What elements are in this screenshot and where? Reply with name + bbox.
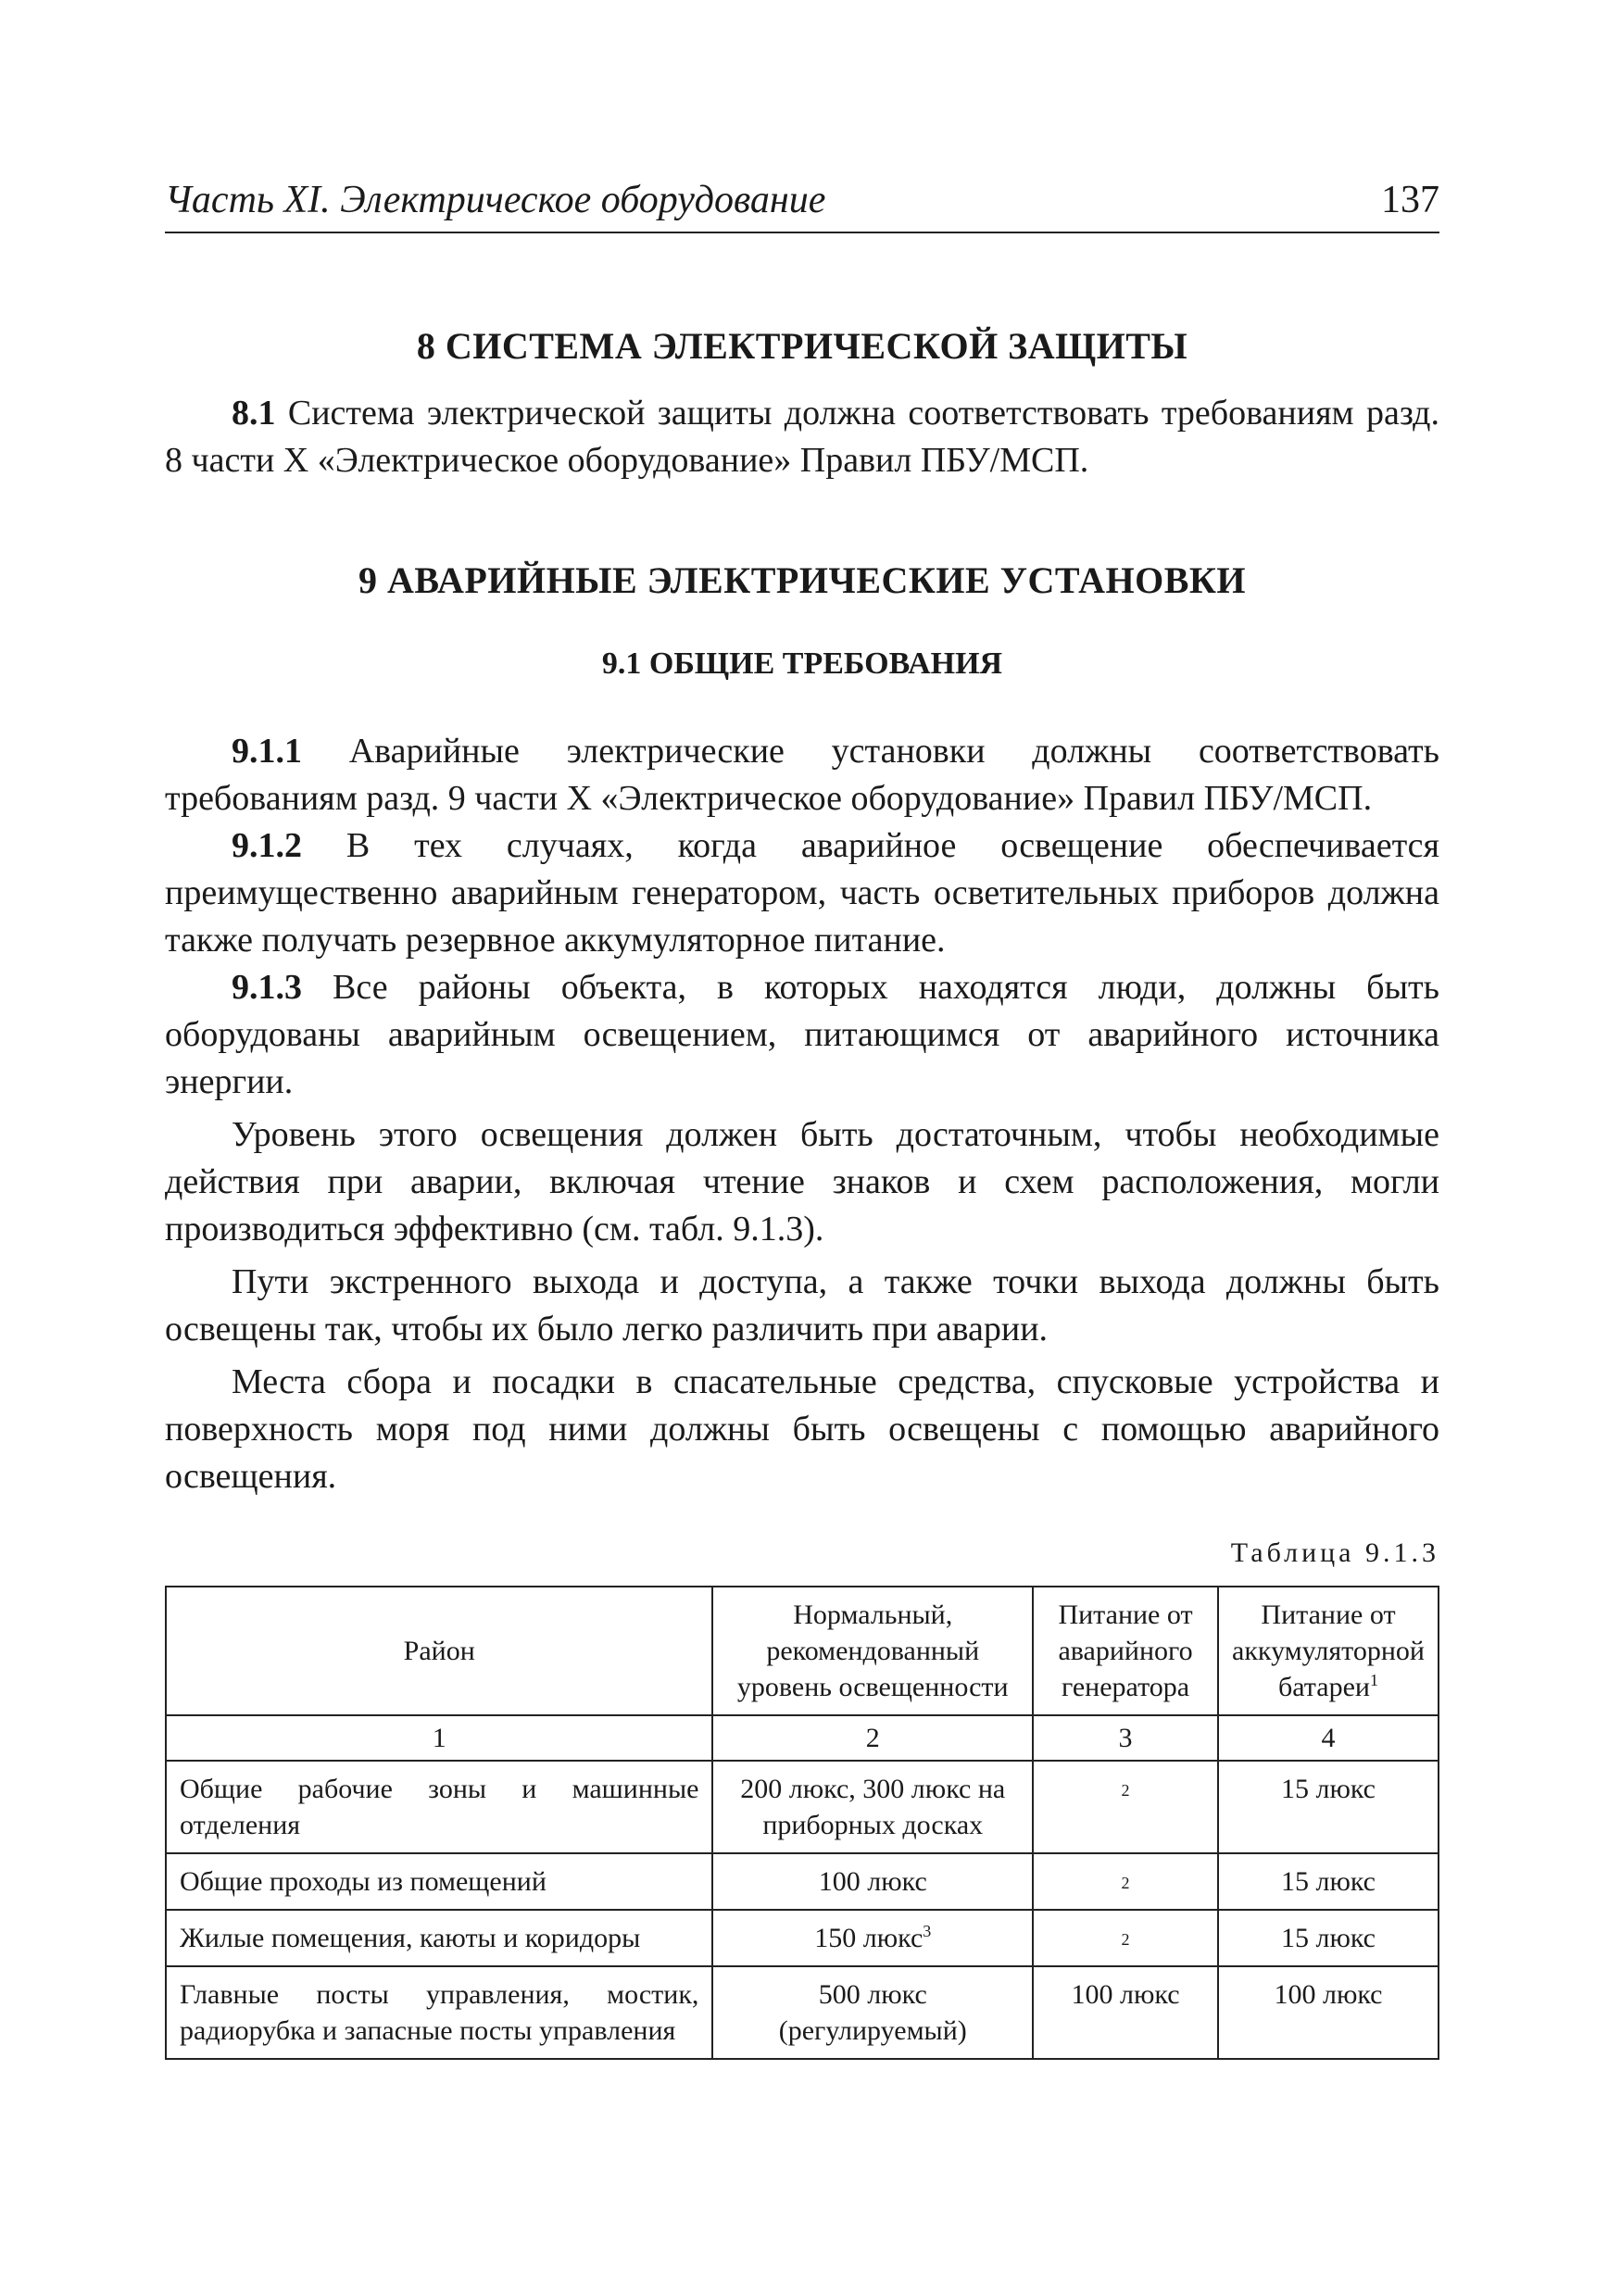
footnote-mark: 2 bbox=[1121, 1781, 1130, 1800]
paragraph-text: Аварийные электрические установки должны соответствовать требованиям разд. 9 части X «Электрическое оборудование» Правил ПБУ/МСП. bbox=[165, 732, 1439, 818]
table-header-row bbox=[166, 1587, 1439, 1715]
cell-area: Жилые помещения, каюты и коридоры bbox=[166, 1910, 712, 1966]
footnote-mark: 2 bbox=[1121, 1874, 1130, 1892]
table-row bbox=[166, 1761, 1439, 1853]
paragraph-muster-stations: Места сбора и посадки в спасательные средства, спусковые устройства и поверхность моря под ними должны быть освещены с помощью аварийного освещения. bbox=[165, 1362, 1439, 1496]
main-content bbox=[165, 324, 1439, 1500]
header-area: Район bbox=[166, 1587, 712, 1715]
col-number: 4 bbox=[1218, 1715, 1439, 1761]
header-title: Часть XI. Электрическое оборудование bbox=[165, 179, 826, 221]
header-normal-level: Нормальный, рекомендованный уровень освещенности bbox=[712, 1587, 1033, 1715]
paragraph-lighting-level: Уровень этого освещения должен быть достаточным, чтобы необходимые действия при аварии, включая чтение знаков и схем расположения, могли производиться эффективно (см. табл. 9.1.3). bbox=[165, 1115, 1439, 1248]
col-number: 2 bbox=[712, 1715, 1033, 1761]
table-row bbox=[166, 1966, 1439, 2059]
cell-battery: 15 люкс bbox=[1218, 1910, 1439, 1966]
paragraph-9-1-2 bbox=[165, 822, 1439, 964]
table-row bbox=[166, 1853, 1439, 1910]
cell-area: Общие рабочие зоны и машинные отделения bbox=[166, 1761, 712, 1853]
cell-generator: 100 люкс bbox=[1033, 1966, 1218, 2059]
section-8-title: 8 СИСТЕМА ЭЛЕКТРИЧЕСКОЙ ЗАЩИТЫ bbox=[416, 325, 1188, 367]
footnote-mark: 3 bbox=[923, 1922, 932, 1940]
table-row bbox=[166, 1910, 1439, 1966]
cell-generator bbox=[1033, 1761, 1218, 1853]
header-battery bbox=[1218, 1587, 1439, 1715]
cell-normal-text: 150 люкс bbox=[814, 1923, 924, 1953]
col-number: 3 bbox=[1033, 1715, 1218, 1761]
table-caption: Таблица 9.1.3 bbox=[1230, 1537, 1439, 1568]
header-battery-text: Питание от аккумуляторной батареи bbox=[1232, 1600, 1425, 1702]
cell-generator bbox=[1033, 1910, 1218, 1966]
paragraph-9-1-1 bbox=[165, 728, 1439, 822]
cell-normal bbox=[712, 1910, 1033, 1966]
lighting-table bbox=[165, 1586, 1439, 2060]
cell-battery: 15 люкс bbox=[1218, 1761, 1439, 1853]
col-number: 1 bbox=[166, 1715, 712, 1761]
paragraph-number: 9.1.2 bbox=[232, 826, 302, 865]
running-header bbox=[165, 170, 1439, 233]
cell-normal: 100 люкс bbox=[712, 1853, 1033, 1910]
header-generator: Питание от аварийного генератора bbox=[1033, 1587, 1218, 1715]
paragraph-9-1-3 bbox=[165, 964, 1439, 1106]
footnote-mark: 2 bbox=[1121, 1930, 1130, 1949]
section-9-title: 9 АВАРИЙНЫЕ ЭЛЕКТРИЧЕСКИЕ УСТАНОВКИ bbox=[358, 559, 1247, 601]
paragraph-escape-paths: Пути экстренного выхода и доступа, а также точки выхода должны быть освещены так, чтобы их было легко различить при аварии. bbox=[165, 1262, 1439, 1349]
paragraph-text: В тех случаях, когда аварийное освещение обеспечивается преимущественно аварийным генератором, часть осветительных приборов должна также получать резервное аккумуляторное питание. bbox=[165, 826, 1439, 960]
paragraph-8-1 bbox=[165, 390, 1439, 484]
paragraph-number: 9.1.1 bbox=[232, 732, 302, 771]
cell-normal: 200 люкс, 300 люкс на приборных досках bbox=[712, 1761, 1033, 1853]
cell-battery: 15 люкс bbox=[1218, 1853, 1439, 1910]
cell-area: Главные посты управления, мостик, радиорубка и запасные посты управления bbox=[166, 1966, 712, 2059]
subsection-9-1-title: 9.1 ОБЩИЕ ТРЕБОВАНИЯ bbox=[601, 646, 1003, 681]
paragraph-number: 8.1 bbox=[232, 394, 276, 433]
page-number: 137 bbox=[1381, 179, 1439, 221]
cell-normal: 500 люкс (регулируемый) bbox=[712, 1966, 1033, 2059]
cell-area: Общие проходы из помещений bbox=[166, 1853, 712, 1910]
footnote-mark: 1 bbox=[1369, 1671, 1378, 1689]
cell-battery: 100 люкс bbox=[1218, 1966, 1439, 2059]
paragraph-text: Все районы объекта, в которых находятся люди, должны быть оборудованы аварийным освещением, питающимся от аварийного источника энергии. bbox=[165, 968, 1439, 1101]
cell-generator bbox=[1033, 1853, 1218, 1910]
table-column-numbers bbox=[166, 1715, 1439, 1761]
paragraph-number: 9.1.3 bbox=[232, 968, 302, 1007]
paragraph-text: Система электрической защиты должна соответствовать требованиям разд. 8 части X «Электрическое оборудование» Правил ПБУ/МСП. bbox=[165, 394, 1439, 480]
